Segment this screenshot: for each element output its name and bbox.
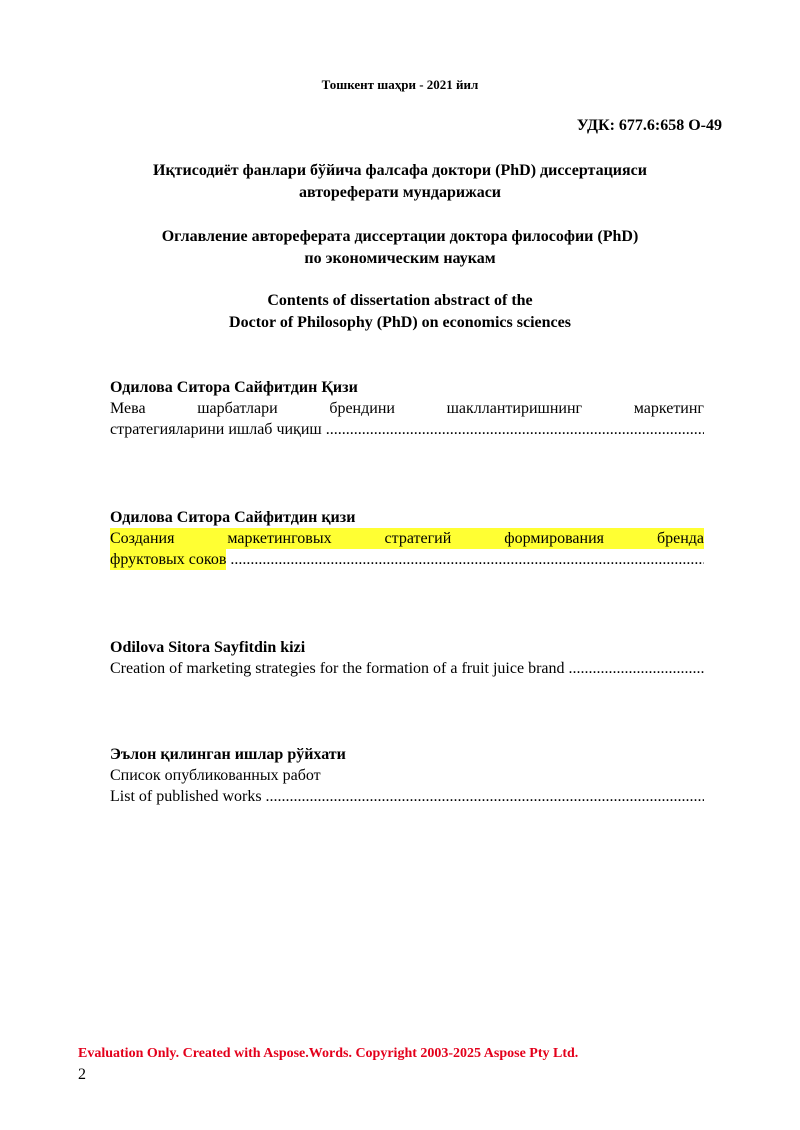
entry-heading: Эълон қилинган ишлар рўйхати bbox=[110, 746, 346, 763]
entry-title-text-highlighted: фруктовых соков bbox=[110, 551, 227, 568]
dot-leader bbox=[266, 786, 704, 807]
entry-title-line1: Мева шарбатлари брендини шакллантиришнинг маркетинг bbox=[110, 400, 704, 417]
city-year-line: Тошкент шаҳри - 2021 йил bbox=[321, 77, 479, 92]
entry-title-text: Список опубликованных работ bbox=[110, 767, 321, 784]
title-russian-line2: по экономическим наукам bbox=[304, 250, 496, 267]
page-number: 2 bbox=[78, 1066, 86, 1083]
entry-title-text: List of published works bbox=[110, 788, 262, 805]
entry-title-line1-highlighted: Создания маркетинговых стратегий формирования бренда bbox=[110, 530, 704, 547]
entry-title-line1 bbox=[110, 658, 704, 679]
entry-author: Одилова Ситора Сайфитдин қизи bbox=[110, 509, 356, 526]
title-english bbox=[100, 290, 700, 334]
title-russian bbox=[100, 226, 700, 270]
entry-author: Odilova Sitora Sayfitdin kizi bbox=[110, 639, 306, 656]
entry-title-text: стратегияларини ишлаб чиқиш bbox=[110, 421, 322, 438]
entry-title-line2 bbox=[110, 549, 704, 570]
entry-subtitle-english bbox=[110, 786, 704, 807]
toc-entry-russian bbox=[110, 507, 704, 570]
title-russian-line1: Оглавление автореферата диссертации доктора философии (PhD) bbox=[161, 228, 639, 245]
entry-author: Одилова Ситора Сайфитдин Қизи bbox=[110, 379, 358, 396]
title-english-line2: Doctor of Philosophy (PhD) on economics sciences bbox=[229, 314, 571, 331]
udk-code: УДК: 677.6:658 О-49 bbox=[576, 117, 722, 134]
evaluation-watermark: Evaluation Only. Created with Aspose.Words. Copyright 2003-2025 Aspose Pty Ltd. bbox=[78, 1046, 579, 1061]
toc-entry-published-works bbox=[110, 744, 704, 807]
entry-title-text: Creation of marketing strategies for the formation of a fruit juice brand bbox=[110, 660, 565, 677]
title-english-line1: Contents of dissertation abstract of the bbox=[267, 292, 533, 309]
toc-entry-uzbek bbox=[110, 377, 704, 440]
toc-entry-english bbox=[110, 637, 704, 679]
title-uzbek-line2: автореферати мундарижаси bbox=[298, 184, 502, 201]
dot-leader bbox=[230, 549, 704, 570]
dot-leader bbox=[326, 419, 704, 440]
title-uzbek bbox=[100, 160, 700, 204]
entry-title-line2 bbox=[110, 419, 704, 440]
dot-leader bbox=[569, 658, 704, 679]
entry-subtitle-russian bbox=[110, 765, 704, 786]
title-uzbek-line1: Иқтисодиёт фанлари бўйича фалсафа доктори (PhD) диссертацияси bbox=[153, 162, 647, 179]
